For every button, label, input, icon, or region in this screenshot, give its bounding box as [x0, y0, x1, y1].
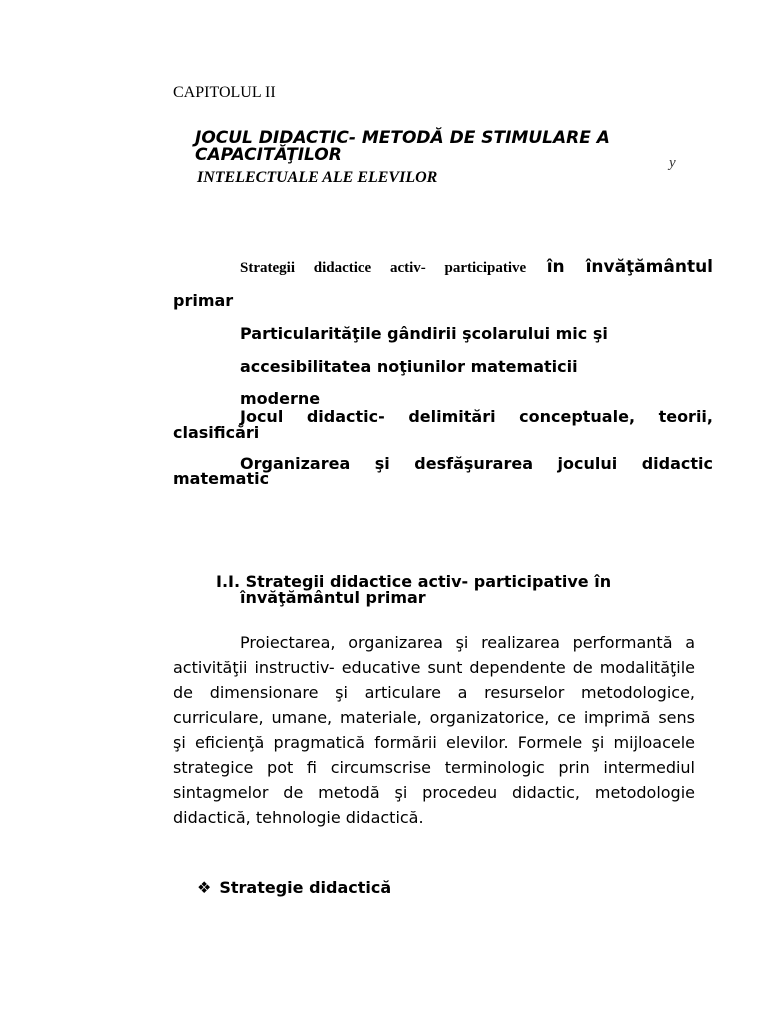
toc-item-2-line-2: accesibilitatea noţiunilor matematicii [240, 357, 578, 376]
toc-item-1-cont: primar [173, 291, 234, 310]
section-heading [216, 574, 611, 606]
toc-item-1-rest: în învăţământul [546, 257, 713, 277]
margin-mark: y [669, 155, 676, 171]
section-heading-line-2: învăţământul primar [240, 588, 426, 607]
toc-item-4-line-1: Organizarea şi desfăşurarea jocului didactic [240, 454, 713, 473]
bullet-text: Strategie didactică [219, 878, 392, 897]
body-paragraph [173, 630, 695, 830]
toc-item-4-line-2-row [173, 470, 713, 487]
section-heading-line-1: I.I. Strategii didactice activ- participative în [216, 572, 612, 591]
chapter-title-line-3: INTELECTUALE ALE ELEVILOR [197, 169, 438, 186]
toc-item-2-line-2-row [173, 358, 713, 375]
chapter-label: CAPITOLUL II [173, 84, 276, 101]
toc-item-2 [173, 325, 713, 342]
bullet-strategie-didactica [197, 878, 391, 897]
toc-item-3-line-2-row [173, 424, 713, 441]
toc-item-2-line-1: Particularităţile gândirii şcolarului mic şi [240, 324, 608, 343]
chapter-title-line-2: CAPACITĂŢILOR [195, 145, 342, 165]
toc-item-3-line-2: clasificări [173, 423, 260, 442]
chapter-title-line-1: JOCUL DIDACTIC- METODĂ DE STIMULARE A [195, 128, 610, 148]
toc-item-4-line-2: matematic [173, 469, 270, 488]
toc-item-1 [173, 258, 713, 277]
toc-item-2-line-3-row [173, 390, 713, 407]
toc-item-3-line-1: Jocul didactic- delimitări conceptuale, teorii, [240, 407, 713, 426]
body-paragraph-text: Proiectarea, organizarea şi realizarea performantă a activităţii instructiv- educative sunt dependente de modalităţile de dimensionare şi articulare a resurselor metodologice, curriculare, umane, materiale, organizatorice, ce imprimă sens şi eficienţă pragmatică formării elevilor. Formele şi mijloacele strategice pot fi circumscrise terminologic prin intermediul sintagmelor de metodă şi procedeu didactic, metodologie didactică, tehnologie didactică. [173, 633, 695, 827]
toc-item-1-serif-part: Strategii didactice activ- participative [240, 260, 527, 276]
toc-item-1-continuation [173, 292, 713, 309]
toc-item-2-line-3: moderne [240, 389, 321, 408]
diamond-bullet-icon: ❖ [197, 878, 212, 897]
